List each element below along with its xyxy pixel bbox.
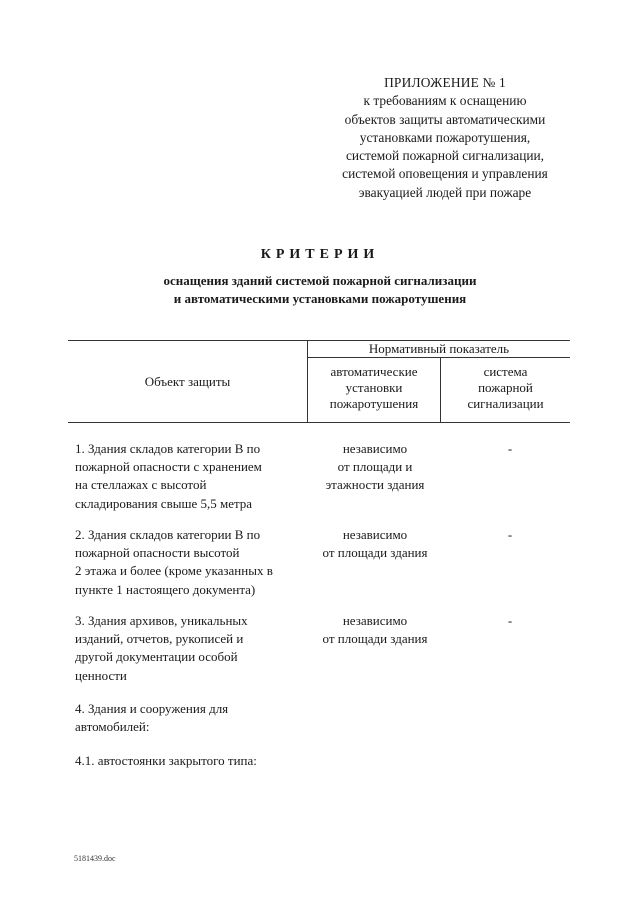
table-row-alarm: - (507, 613, 513, 628)
appendix-title: ПРИЛОЖЕНИЕ № 1 (384, 75, 506, 90)
appendix-line: к требованиям к оснащению (363, 93, 527, 109)
document-id: 5181439.doc (74, 854, 116, 863)
indicator-underline (308, 357, 570, 358)
table-row-alarm: - (507, 527, 513, 542)
appendix-line: системой оповещения и управления (342, 166, 548, 182)
header-auto-extinguishing: автоматические установки пожаротушения (329, 364, 419, 411)
appendix-line: установками пожаротушения, (359, 129, 531, 145)
appendix-block (300, 74, 590, 202)
criteria-subtitle (0, 272, 640, 308)
table-row-object: 2. Здания складов категории В по пожарной опасности высотой 2 этажа и более (кроме указанных в пункте 1 настоящего документа) (75, 527, 273, 597)
table-row-alarm: - (507, 441, 513, 456)
table-row-object: 4.1. автостоянки закрытого типа: (75, 753, 257, 768)
appendix-line: системой пожарной сигнализации, (345, 148, 545, 164)
table-header-bottom-rule (68, 422, 570, 423)
table-row-auto: независимо от площади здания (322, 613, 428, 647)
appendix-line: объектов защиты автоматическими (344, 111, 546, 127)
appendix-line: эвакуацией людей при пожаре (358, 184, 532, 200)
table-row-auto: независимо от площади и этажности здания (325, 441, 425, 493)
table-row-auto: независимо от площади здания (322, 527, 428, 561)
table-row-object: 3. Здания архивов, уникальных изданий, отчетов, рукописей и другой документации особой ценности (75, 613, 248, 683)
criteria-title: КРИТЕРИИ (260, 247, 380, 262)
header-object: Объект защиты (144, 374, 231, 389)
header-fire-alarm: система пожарной сигнализации (467, 364, 544, 411)
table-row-object: 1. Здания складов категории В по пожарной опасности с хранением на стеллажах с высотой складирования свыше 5,5 метра (75, 441, 262, 511)
header-indicator: Нормативный показатель (368, 341, 510, 356)
table-row-object: 4. Здания и сооружения для автомобилей: (75, 701, 229, 735)
criteria-subtitle-line: и автоматическими установками пожаротушения (173, 291, 467, 306)
criteria-subtitle-line: оснащения зданий системой пожарной сигнализации (163, 273, 477, 288)
